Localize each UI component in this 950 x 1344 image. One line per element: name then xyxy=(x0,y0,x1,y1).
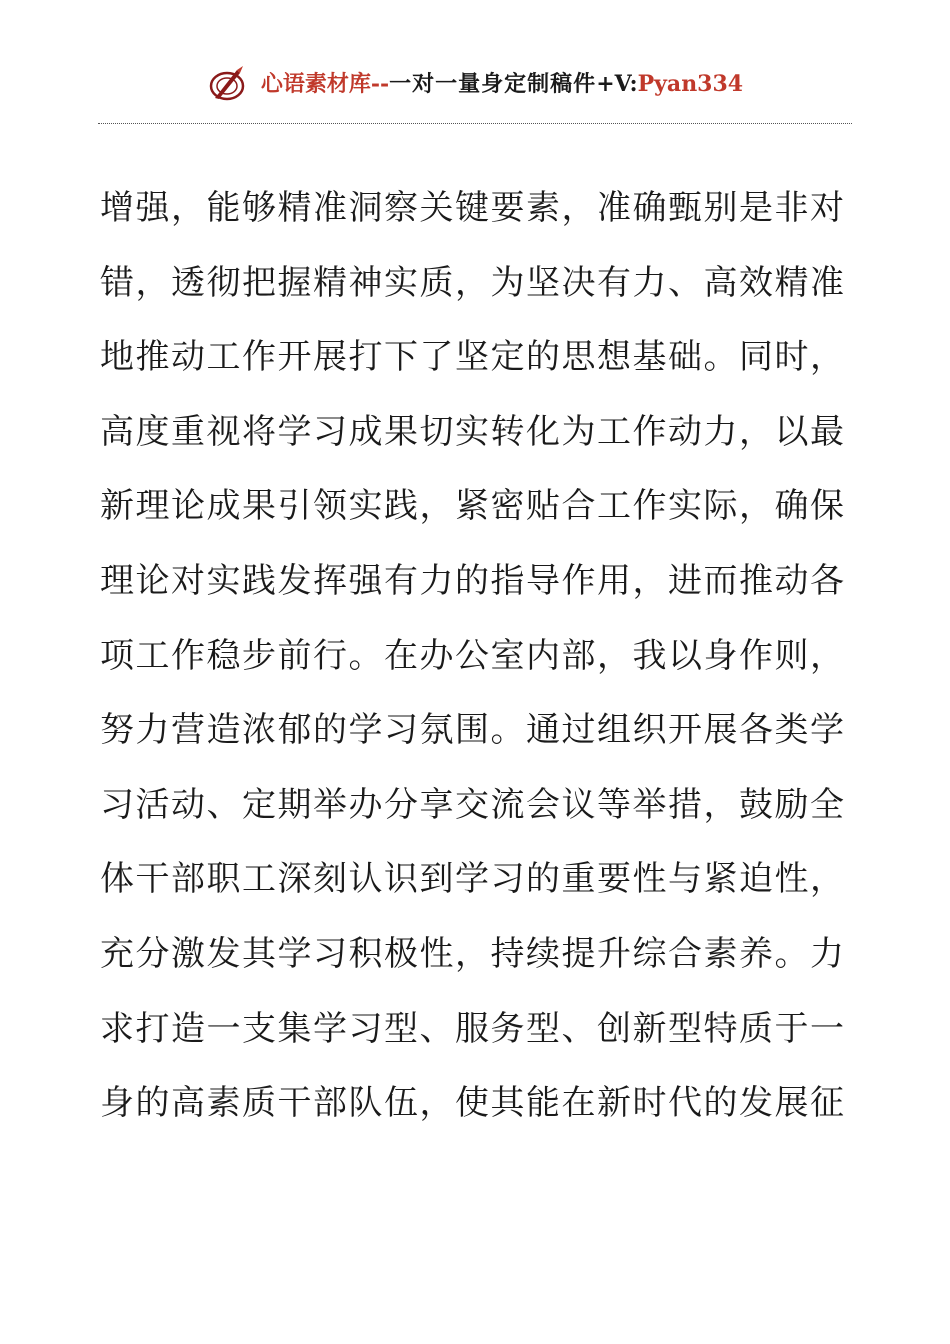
body-line: 地推动工作开展打下了坚定的思想基础。同时， xyxy=(100,337,846,378)
body-line: 高度重视将学习成果切实转化为工作动力，以最 xyxy=(100,411,846,452)
contact-id: Pyan334 xyxy=(637,71,744,97)
page-header xyxy=(0,62,950,106)
contact-prefix: +V: xyxy=(596,71,638,97)
body-line: 增强，能够精准洞察关键要素，准确甄别是非对 xyxy=(100,188,846,228)
service-description: 一对一量身定制稿件 xyxy=(389,71,597,97)
body-line: 充分激发其学习积极性，持续提升综合素养。力 xyxy=(100,933,846,974)
header-divider xyxy=(98,123,852,124)
body-line: 体干部职工深刻认识到学习的重要性与紧迫性， xyxy=(100,859,846,900)
body-line: 求打造一支集学习型、服务型、创新型特质于一 xyxy=(100,1008,846,1049)
brand-name: 心语素材库 xyxy=(260,71,371,97)
body-line: 新理论成果引领实践，紧密贴合工作实际，确保 xyxy=(100,486,846,527)
body-line: 习活动、定期举办分享交流会议等举措，鼓励全 xyxy=(100,784,846,825)
body-line: 错，透彻把握精神实质，为坚决有力、高效精准 xyxy=(100,262,846,303)
quill-pen-logo-icon xyxy=(207,64,247,104)
header-dash: -- xyxy=(370,71,390,97)
document-body xyxy=(100,176,846,1146)
body-line: 项工作稳步前行。在办公室内部，我以身作则， xyxy=(100,635,846,676)
body-line: 努力营造浓郁的学习氛围。通过组织开展各类学 xyxy=(100,710,846,751)
header-title xyxy=(261,73,743,95)
body-line: 理论对实践发挥强有力的指导作用，进而推动各 xyxy=(100,560,846,601)
body-line: 身的高素质干部队伍，使其能在新时代的发展征 xyxy=(100,1083,846,1124)
